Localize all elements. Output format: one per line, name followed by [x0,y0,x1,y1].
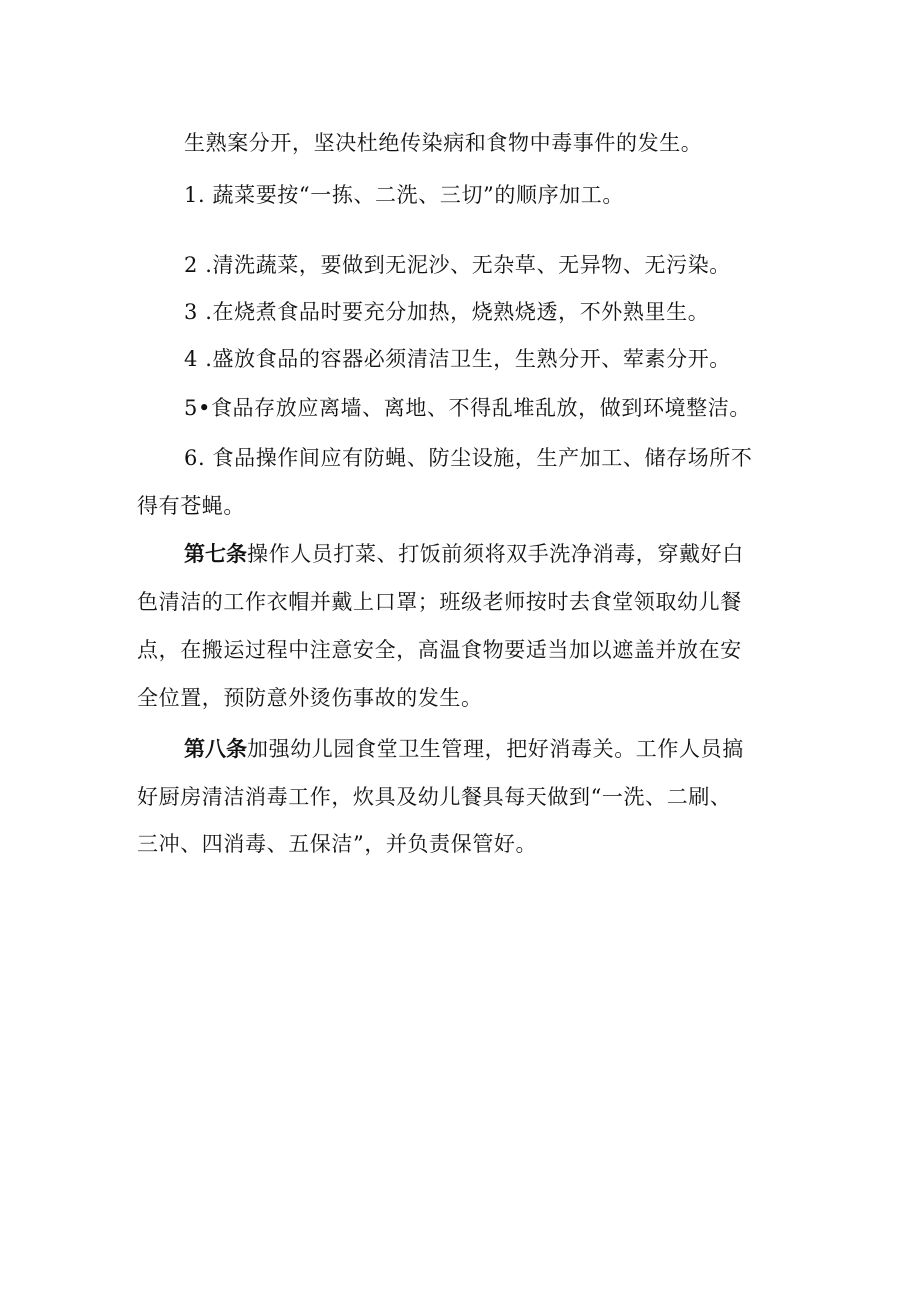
article-7-line-4: 全位置，预防意外烫伤事故的发生。 [137,686,483,710]
list-item-4: 4 .盛放食品的容器必须清洁卫生，生熟分开、荤素分开。 [184,347,731,371]
article-8-line-3: 三冲、四消毒、五保洁”，并负责保管好。 [137,832,538,856]
list-item-3: 3 .在烧煮食品时要充分加热，烧熟烧透，不外熟里生。 [184,300,710,324]
article-7-text: 操作人员打菜、打饭前须将双手洗净消毒，穿戴好白 [247,542,744,566]
list-item-5: 5•食品存放应离墙、离地、不得乱堆乱放，做到环境整洁。 [184,396,751,420]
article-8-text: 加强幼儿园食堂卫生管理，把好消毒关。工作人员搞 [247,737,744,761]
article-7-line-2: 色清洁的工作衣帽并戴上口罩；班级老师按时去食堂领取幼儿餐 [137,590,742,614]
list-item-6: 6. 食品操作间应有防蝇、防尘设施，生产加工、储存场所不 [184,446,753,470]
article-7-heading: 第七条 [184,542,247,566]
list-item-2: 2 .清洗蔬菜，要做到无泥沙、无杂草、无异物、无污染。 [184,253,731,277]
article-8-line-2: 好厨房清洁消毒工作，炊具及幼儿餐具每天做到“一洗、二刷、 [137,785,732,809]
article-7-line-3: 点，在搬运过程中注意安全，高温食物要适当加以遮盖并放在安 [137,638,742,662]
intro-line: 生熟案分开，坚决杜绝传染病和食物中毒事件的发生。 [184,131,703,155]
article-8-heading: 第八条 [184,737,247,761]
list-item-1: 1. 蔬菜要按“一拣、二洗、三切”的顺序加工。 [184,183,624,207]
article-7-first-line [184,541,744,567]
list-item-6-continued: 得有苍蝇。 [137,494,245,518]
article-8-first-line [184,736,744,762]
